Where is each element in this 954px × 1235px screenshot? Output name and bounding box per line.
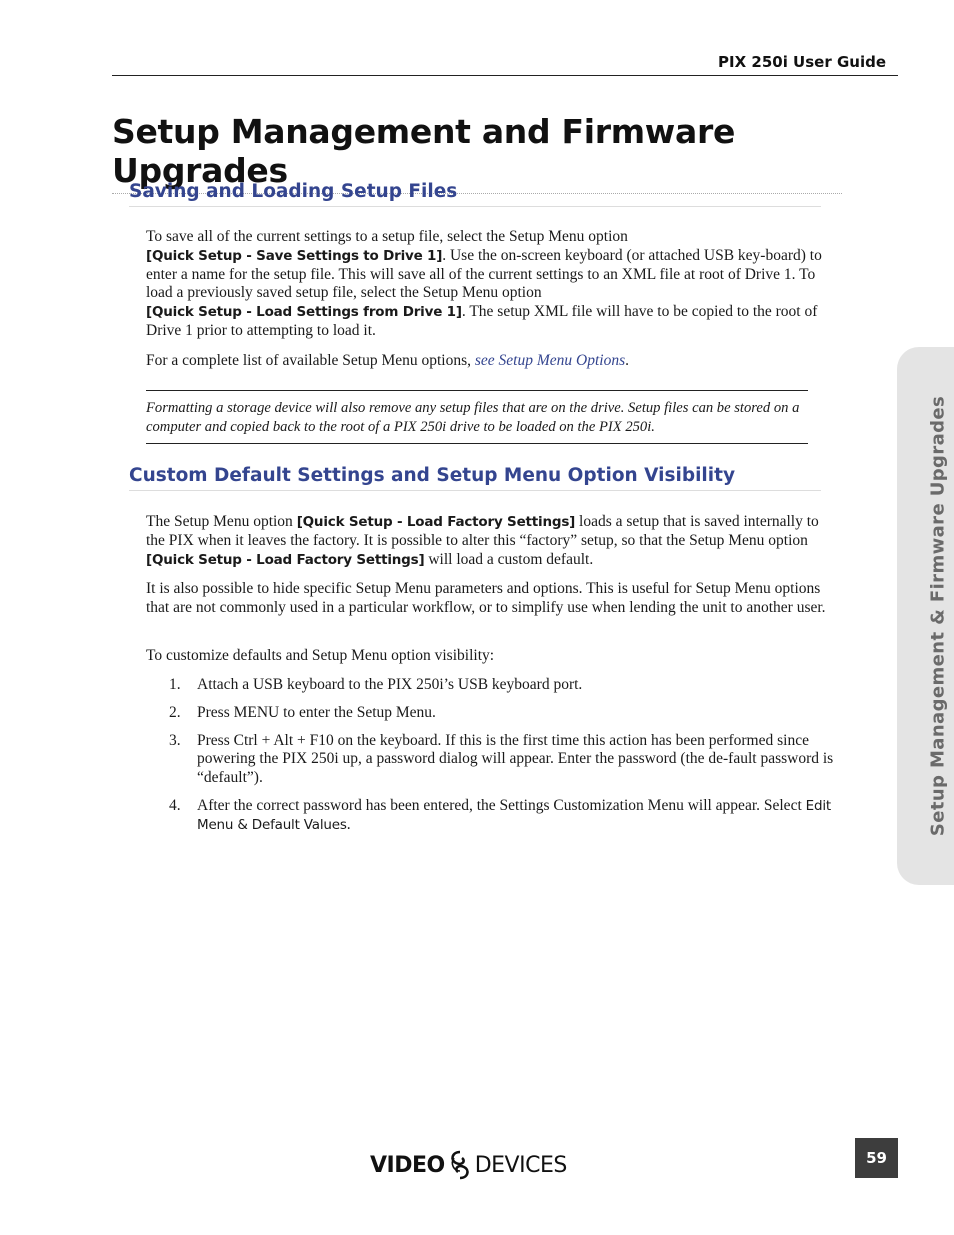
side-tab-label: Setup Management & Firmware Upgrades xyxy=(927,395,949,837)
step-number: 2. xyxy=(169,703,181,721)
menu-path-load-factory: [Quick Setup - Load Factory Settings] xyxy=(146,551,425,568)
step-text: Attach a USB keyboard to the PIX 250i’s USB keyboard port. xyxy=(197,676,583,693)
paragraph-setup-options-ref xyxy=(146,352,840,371)
paragraph-save-load xyxy=(146,228,840,341)
text-run: will load a custom default. xyxy=(424,550,594,568)
step-number: 1. xyxy=(169,676,181,693)
section-heading-custom-defaults: Custom Default Settings and Setup Menu Option Visibility xyxy=(129,465,821,491)
note-text: Formatting a storage device will also remove any setup files that are on the drive. Setup files can be stored on a computer and copied back to the root of a PIX 250i drive to be loaded on the PIX 250i. xyxy=(146,400,800,435)
header-rule xyxy=(112,75,898,76)
page-title: Setup Management and Firmware Upgrades xyxy=(112,112,842,194)
text-run: To save all of the current settings to a setup file, select the Setup Menu option xyxy=(146,228,628,245)
logo-word-video: VIDEO xyxy=(370,1152,445,1178)
list-item xyxy=(146,676,840,695)
text-run: The Setup Menu option xyxy=(146,513,297,530)
running-header-title: PIX 250i User Guide xyxy=(718,53,886,71)
list-item xyxy=(146,732,840,788)
text-run: . Use the on-screen keyboard (or attached USB key-board) to enter a name for the setup file. This will save all of the current settings to an XML file at root of Drive 1. To load a previously saved setup file, select the Setup Menu option xyxy=(146,246,822,302)
step-text: Press Ctrl + Alt + F10 on the keyboard. If this is the first time this action has been performed since powering the PIX 250i up, a password dialog will appear. Enter the password (the de-fault password is “default”). xyxy=(197,731,834,787)
logo-word-devices: DEVICES xyxy=(474,1152,567,1178)
video-devices-logo xyxy=(370,1148,590,1182)
swirl-logo-icon xyxy=(446,1149,474,1181)
steps-list xyxy=(146,676,840,835)
step-text: Press MENU to enter the Setup Menu. xyxy=(197,703,436,721)
paragraph-steps-intro: To customize defaults and Setup Menu option visibility: xyxy=(146,647,495,664)
text-run: . The setup XML file will have to be copied to the root of Drive 1 prior to attempting to load it. xyxy=(146,303,818,339)
menu-item-edit-menu-defaults: Edit Menu & Default Values xyxy=(197,797,831,833)
paragraph-hide-params: It is also possible to hide specific Setup Menu parameters and options. This is useful for Setup Menu options that are not commonly used in a particular workflow, or to simplify use when lending the unit to another user. xyxy=(146,580,826,616)
step-number: 4. xyxy=(169,796,181,814)
list-item xyxy=(146,797,840,835)
text-run: loads a setup that is saved internally to the PIX when it leaves the factory. It is possible to alter this “factory” setup, so that the Setup Menu option xyxy=(146,513,819,549)
step-text-tail: . xyxy=(346,815,351,833)
page-number: 59 xyxy=(855,1138,898,1178)
step-text: After the correct password has been entered, the Settings Customization Menu will appear. Select xyxy=(197,796,806,814)
list-item xyxy=(146,704,840,723)
paragraph-factory-settings xyxy=(146,513,840,569)
menu-path-load-settings: [Quick Setup - Load Settings from Drive 1] xyxy=(146,304,462,321)
chapter-side-tab[interactable] xyxy=(897,347,954,885)
step-number: 3. xyxy=(169,731,181,749)
menu-path-load-factory: [Quick Setup - Load Factory Settings] xyxy=(296,514,576,530)
link-setup-menu-options[interactable]: see Setup Menu Options xyxy=(474,352,626,369)
section-heading-saving-loading: Saving and Loading Setup Files xyxy=(129,181,821,207)
note-box xyxy=(146,390,808,444)
text-run: For a complete list of available Setup Menu options, xyxy=(146,352,475,369)
text-run: . xyxy=(625,352,629,369)
menu-path-save-settings: [Quick Setup - Save Settings to Drive 1] xyxy=(146,247,443,264)
